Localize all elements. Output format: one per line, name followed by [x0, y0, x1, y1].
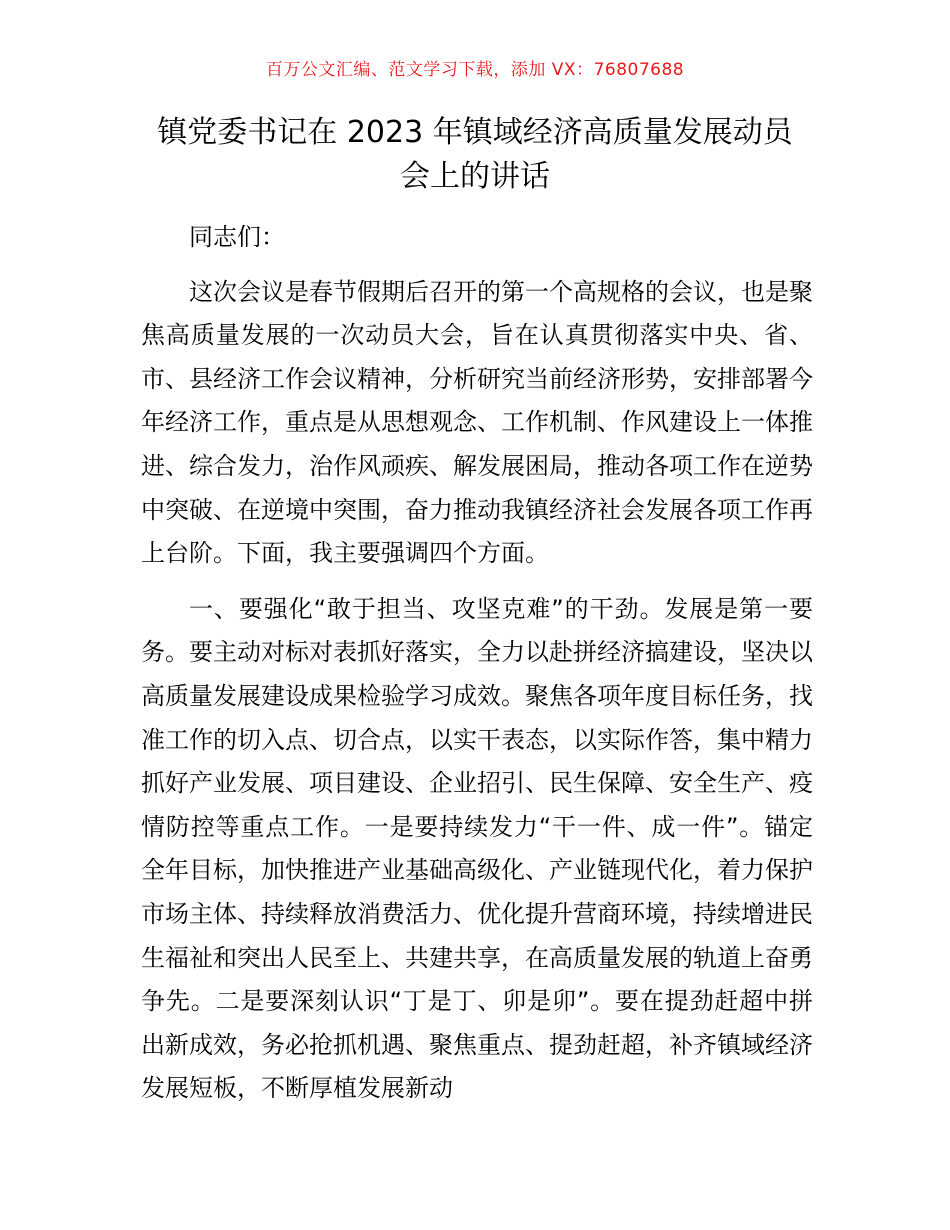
paragraph-gap — [141, 576, 813, 588]
title-line-1: 镇党委书记在 2023 年镇域经济高质量发展动员 — [157, 115, 793, 150]
salutation: 同志们： — [189, 223, 285, 251]
watermark-header: 百万公文汇编、范文学习下载，添加 VX：76807688 — [265, 60, 685, 80]
title-line-2: 会上的讲话 — [400, 159, 550, 194]
document-title — [130, 111, 820, 199]
body-paragraph: 一、要强化“敢于担当、攻坚克难”的干劲。发展是第一要务。要主动对标对表抓好落实，全力以赴拼经济搞建设，坚决以高质量发展建设成果检验学习成效。聚焦各项年度目标任务，找准工作的切入点、切合点，以实干表态，以实际作答，集中精力抓好产业发展、项目建设、企业招引、民生保障、安全生产、疫情防控等重点工作。一是要持续发力“干一件、成一件”。锚定全年目标，加快推进产业基础高级化、产业链现代化，着力保护市场主体、持续释放消费活力、优化提升营商环境，持续增进民生福祉和突出人民至上、共建共享，在高质量发展的轨道上奋勇争先。二是要深刻认识“丁是丁、卯是卯”。要在提劲赶超中拼出新成效，务必抢抓机遇、聚焦重点、提劲赶超，补齐镇域经济发展短板，不断厚植发展新动 — [141, 594, 813, 1103]
document-body — [141, 216, 813, 1111]
body-paragraph: 这次会议是春节假期后召开的第一个高规格的会议，也是聚焦高质量发展的一次动员大会，旨在认真贯彻落实中央、省、市、县经济工作会议精神，分析研究当前经济形势，安排部署今年经济工作，重点是从思想观念、工作机制、作风建设上一体推进、综合发力，治作风顽疾、解发展困局，推动各项工作在逆势中突破、在逆境中突围，奋力推动我镇经济社会发展各项工作再上台阶。下面，我主要强调四个方面。 — [141, 277, 813, 568]
